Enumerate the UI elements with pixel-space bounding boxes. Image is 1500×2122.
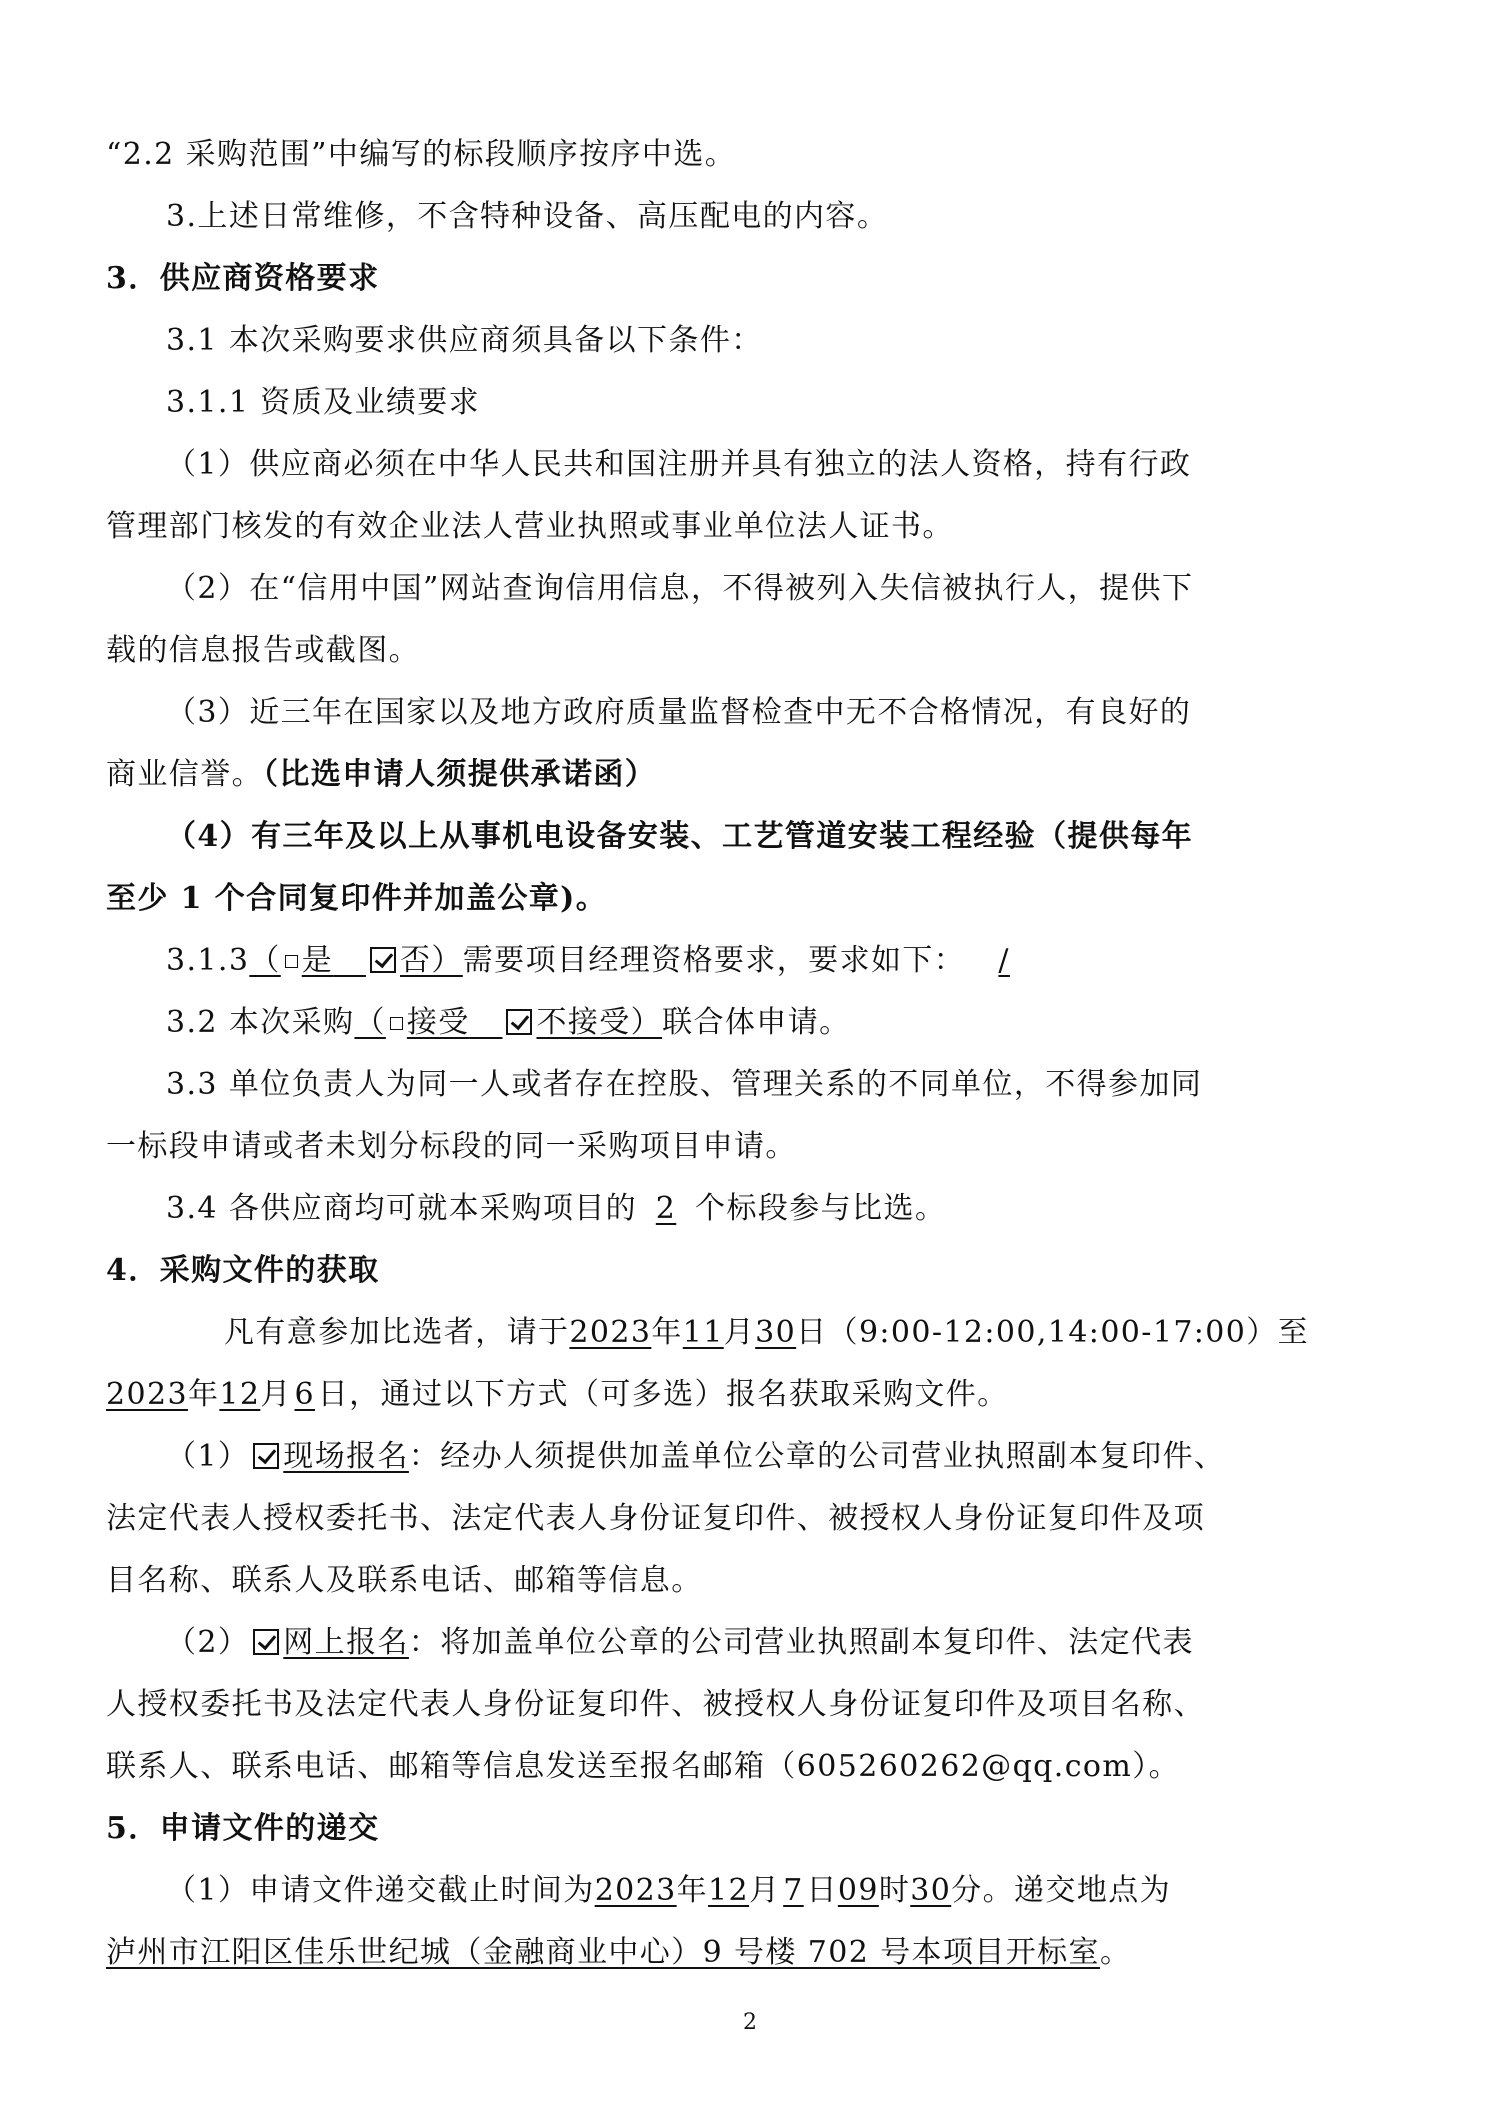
text: 月 <box>260 1377 292 1412</box>
text: 3.1 本次采购要求供应商须具备以下条件： <box>166 323 763 358</box>
text: （2） <box>166 1625 250 1660</box>
text: 需要项目经理资格要求，要求如下： <box>462 943 966 978</box>
text: 3.3 单位负责人为同一人或者存在控股、管理关系的不同单位，不得参加同 <box>166 1067 1203 1102</box>
text: 载的信息报告或截图。 <box>106 633 420 668</box>
text: 联系人、联系电话、邮箱等信息发送至报名邮箱（605260262@qq.com）。 <box>106 1749 1181 1784</box>
para-line <box>106 1364 1417 1426</box>
text: 3.1.3 <box>166 943 250 978</box>
option-online <box>249 1625 409 1660</box>
fill-month: 12 <box>219 1377 261 1412</box>
unchecked-box-icon <box>390 1017 403 1030</box>
text: 个标段参与比选。 <box>695 1191 947 1226</box>
option-group <box>249 943 462 978</box>
unchecked-box-icon <box>285 955 298 968</box>
option-yes: 是 <box>301 943 334 978</box>
para-line <box>106 186 1417 248</box>
para-line <box>106 1302 1417 1364</box>
text: （1）供应商必须在中华人民共和国注册并具有独立的法人资格，持有行政 <box>166 447 1192 482</box>
para-line <box>106 1612 1417 1674</box>
fill-value: / <box>998 943 1010 978</box>
checked-box-icon <box>253 1629 279 1655</box>
option-accept: 接受 <box>406 1005 470 1040</box>
para-line-bold <box>106 868 1417 930</box>
text: 年 <box>651 1315 683 1350</box>
text: 3.2 本次采购 <box>166 1005 355 1040</box>
text: “2.2 采购范围”中编写的标段顺序按序中选。 <box>106 137 737 172</box>
text: （1） <box>166 1439 250 1474</box>
para-line-3-2 <box>106 992 1417 1054</box>
text: （3）近三年在国家以及地方政府质量监督检查中无不合格情况，有良好的 <box>166 695 1192 730</box>
submission-place: 泸州市江阳区佳乐世纪城（金融商业中心）9 号楼 702 号本项目开标室 <box>106 1935 1100 1970</box>
para-line <box>106 1054 1417 1116</box>
text: 人授权委托书及法定代表人身份证复印件、被授权人身份证复印件及项目名称、 <box>106 1687 1205 1722</box>
text: 联合体申请。 <box>662 1005 851 1040</box>
bold-note: （比选申请人须提供承诺函） <box>263 757 657 792</box>
text: 日，通过以下方式（可多选）报名获取采购文件。 <box>317 1377 1009 1412</box>
fill-year: 2023 <box>569 1315 652 1350</box>
para-line <box>106 620 1417 682</box>
text: 3.4 各供应商均可就本采购项目的 <box>166 1191 638 1226</box>
text: 3.1.1 资质及业绩要求 <box>166 385 481 420</box>
text: 3.上述日常维修，不含特种设备、高压配电的内容。 <box>166 199 889 234</box>
fill-month: 12 <box>708 1873 750 1908</box>
page-number: 2 <box>743 2010 757 2035</box>
para-line <box>106 1426 1417 1488</box>
para-line <box>106 558 1417 620</box>
text: 月 <box>723 1315 756 1350</box>
text: 日 <box>806 1873 838 1908</box>
text: 。 <box>1099 1935 1132 1970</box>
fill-day: 7 <box>783 1873 804 1908</box>
text: （1）申请文件递交截止时间为 <box>166 1873 595 1908</box>
para-line <box>106 1550 1417 1612</box>
text: （ <box>249 943 281 978</box>
fill-minute: 30 <box>910 1873 952 1908</box>
fill-value: 2 <box>655 1191 677 1226</box>
text: 法定代表人授权委托书、法定代表人身份证复印件、被授权人身份证复印件及项 <box>106 1501 1205 1536</box>
para-line-3-1-3 <box>106 930 1417 992</box>
section-heading-3: 3．供应商资格要求 <box>106 261 380 296</box>
text: 年 <box>187 1377 220 1412</box>
text: 网上报名 <box>283 1625 409 1660</box>
option-onsite <box>249 1439 409 1474</box>
option-group <box>354 1005 662 1040</box>
para-line <box>106 310 1417 372</box>
checked-box-icon <box>506 1009 532 1035</box>
fill-day: 30 <box>755 1315 797 1350</box>
text: 分。递交地点为 <box>951 1873 1172 1908</box>
fill-hour: 09 <box>837 1873 879 1908</box>
fill-year: 2023 <box>594 1873 677 1908</box>
fill-month: 11 <box>682 1315 724 1350</box>
checked-box-icon <box>253 1443 279 1469</box>
text: （4）有三年及以上从事机电设备安装、工艺管道安装工程经验（提供每年 <box>166 819 1194 854</box>
text: 年 <box>676 1873 709 1908</box>
text: 管理部门核发的有效企业法人营业执照或事业单位法人证书。 <box>106 509 954 544</box>
text: 一标段申请或者未划分标段的同一采购项目申请。 <box>106 1129 797 1164</box>
text: 现场报名 <box>283 1439 409 1474</box>
text: 日（9:00-12:00,14:00-17:00）至 <box>796 1315 1310 1350</box>
para-line-bold <box>106 806 1417 868</box>
option-reject: 不接受） <box>536 1005 663 1040</box>
option-no: 否） <box>399 943 463 978</box>
para-line <box>106 372 1417 434</box>
text: ：将加盖单位公章的公司营业执照副本复印件、法定代表 <box>408 1625 1194 1660</box>
para-line <box>106 1674 1417 1736</box>
text: 凡有意参加比选者，请于 <box>224 1315 570 1350</box>
para-line <box>106 1922 1417 1984</box>
para-line <box>106 496 1417 558</box>
para-line <box>106 1116 1417 1178</box>
para-line <box>106 434 1417 496</box>
para-line <box>106 1736 1417 1798</box>
text: ：经办人须提供加盖单位公章的公司营业执照副本复印件、 <box>408 1439 1226 1474</box>
text: （2）在“信用中国”网站查询信用信息，不得被列入失信被执行人，提供下 <box>166 571 1194 606</box>
para-line <box>106 744 1417 806</box>
text: 月 <box>749 1873 781 1908</box>
text: 时 <box>878 1873 911 1908</box>
para-line <box>106 124 1417 186</box>
para-line <box>106 682 1417 744</box>
text: （ <box>354 1005 386 1040</box>
fill-day: 6 <box>294 1377 315 1412</box>
text: 商业信誉。 <box>106 757 263 792</box>
text: 至少 1 个合同复印件并加盖公章)。 <box>106 881 608 916</box>
section-heading-4: 4．采购文件的获取 <box>106 1253 380 1288</box>
para-line <box>106 1178 1417 1240</box>
section-heading-5: 5．申请文件的递交 <box>106 1811 380 1846</box>
text: 目名称、联系人及联系电话、邮箱等信息。 <box>106 1563 703 1598</box>
fill-year: 2023 <box>106 1377 188 1412</box>
para-line <box>106 1488 1417 1550</box>
checked-box-icon <box>370 947 396 973</box>
para-line <box>106 1860 1417 1922</box>
